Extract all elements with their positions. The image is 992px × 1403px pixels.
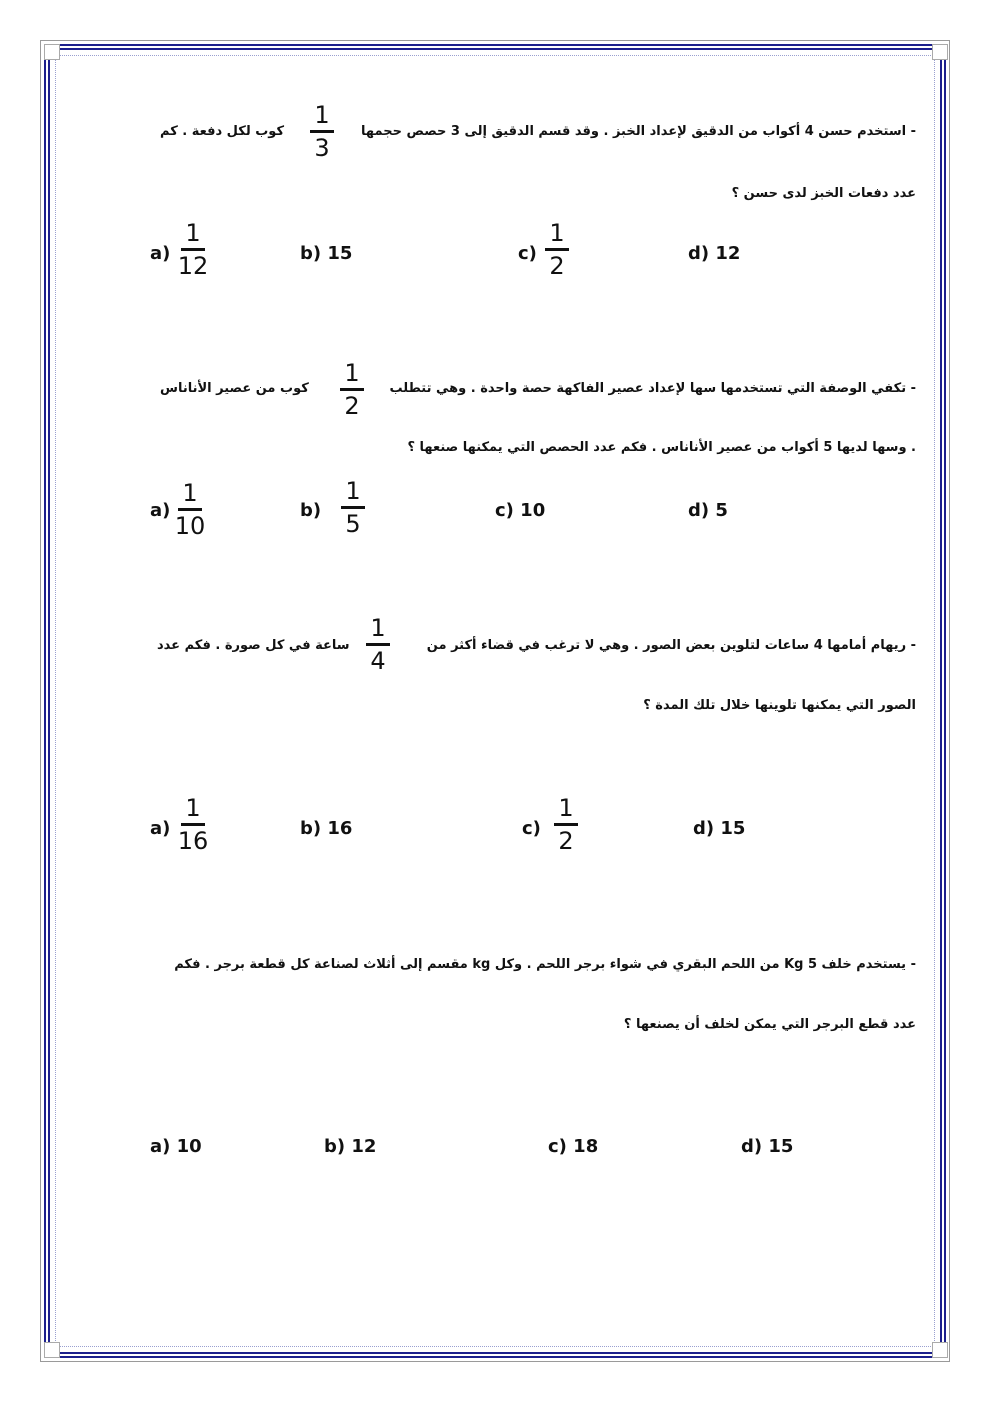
- question-text-line2: عدد قطع البرجر التي يمكن لخلف أن يصنعها ؟: [623, 1017, 916, 1032]
- question-text-part1: - ريهام أمامها 4 ساعات لتلوين بعض الصور . وهي لا ترغب في قضاء أكثر من: [426, 638, 916, 653]
- option-a-label[interactable]: a): [150, 818, 171, 839]
- option-a-fraction[interactable]: [173, 220, 213, 279]
- corner-ornament: [44, 44, 60, 60]
- option-b-label[interactable]: b): [300, 500, 322, 521]
- fraction-numerator: 1: [185, 219, 201, 247]
- fraction-bar: [366, 643, 390, 646]
- option-a-fraction[interactable]: [173, 795, 213, 854]
- fraction-numerator: 1: [344, 359, 360, 387]
- question-fraction: [332, 360, 372, 419]
- option-c-label[interactable]: c): [518, 243, 537, 264]
- fraction-bar: [178, 508, 202, 511]
- option-c[interactable]: c) 10: [495, 500, 546, 521]
- corner-ornament: [932, 1342, 948, 1358]
- fraction-denominator: 10: [174, 512, 206, 540]
- question-text-line1: - يستخدم خلف 5 Kg من اللحم البقري في شواء برجر اللحم . وكل kg مقسم إلى أثلاث لصناعة كل قطعة برجر . فكم: [174, 957, 916, 972]
- question-fraction: [302, 102, 342, 161]
- option-b[interactable]: b) 16: [300, 818, 353, 839]
- fraction-bar: [181, 823, 205, 826]
- option-d[interactable]: d) 15: [693, 818, 746, 839]
- corner-ornament: [932, 44, 948, 60]
- option-a-label[interactable]: a): [150, 500, 171, 521]
- option-a[interactable]: a) 10: [150, 1136, 202, 1157]
- fraction-bar: [181, 248, 205, 251]
- corner-ornament: [44, 1342, 60, 1358]
- option-b[interactable]: b) 12: [324, 1136, 377, 1157]
- fraction-bar: [554, 823, 578, 826]
- fraction-numerator: 1: [182, 479, 198, 507]
- option-c-label[interactable]: c): [522, 818, 541, 839]
- option-d[interactable]: d) 12: [688, 243, 741, 264]
- question-text-line2: عدد دفعات الخبز لدى حسن ؟: [731, 186, 916, 201]
- option-c[interactable]: c) 18: [548, 1136, 599, 1157]
- question-text-part1: - تكفي الوصفة التي تستخدمها سها لإعداد عصير الفاكهة حصة واحدة . وهي تتطلب: [389, 381, 916, 396]
- option-c-fraction[interactable]: [537, 220, 577, 279]
- fraction-denominator: 2: [344, 392, 360, 420]
- fraction-numerator: 1: [558, 794, 574, 822]
- option-d[interactable]: d) 15: [741, 1136, 794, 1157]
- question-text-part1: - استخدم حسن 4 أكواب من الدقيق لإعداد الخبز . وقد قسم الدقيق إلى 3 حصص حجمها: [361, 124, 916, 139]
- option-a-label[interactable]: a): [150, 243, 171, 264]
- option-c-fraction[interactable]: [546, 795, 586, 854]
- option-d[interactable]: d) 5: [688, 500, 728, 521]
- fraction-denominator: 3: [314, 134, 330, 162]
- question-text-line2: . وسها لديها 5 أكواب من عصير الأناناس . فكم عدد الحصص التي يمكنها صنعها ؟: [407, 440, 916, 455]
- question-text-line2: الصور التي يمكنها تلوينها خلال تلك المدة ؟: [643, 698, 916, 713]
- fraction-numerator: 1: [370, 614, 386, 642]
- fraction-numerator: 1: [549, 219, 565, 247]
- fraction-numerator: 1: [185, 794, 201, 822]
- fraction-numerator: 1: [345, 477, 361, 505]
- fraction-denominator: 16: [177, 827, 209, 855]
- question-text-part2: ساعة في كل صورة . فكم عدد: [157, 638, 350, 653]
- question-text-part2: كوب لكل دفعة . كم: [160, 124, 285, 139]
- option-b[interactable]: b) 15: [300, 243, 353, 264]
- fraction-bar: [310, 130, 334, 133]
- fraction-denominator: 4: [370, 647, 386, 675]
- fraction-denominator: 2: [558, 827, 574, 855]
- fraction-numerator: 1: [314, 101, 330, 129]
- fraction-denominator: 5: [345, 510, 361, 538]
- fraction-denominator: 12: [177, 252, 209, 280]
- fraction-denominator: 2: [549, 252, 565, 280]
- question-text-part2: كوب من عصير الأناناس: [160, 381, 309, 396]
- fraction-bar: [545, 248, 569, 251]
- option-b-fraction[interactable]: [333, 478, 373, 537]
- option-a-fraction[interactable]: [170, 480, 210, 539]
- fraction-bar: [341, 506, 365, 509]
- question-fraction: [358, 615, 398, 674]
- fraction-bar: [340, 388, 364, 391]
